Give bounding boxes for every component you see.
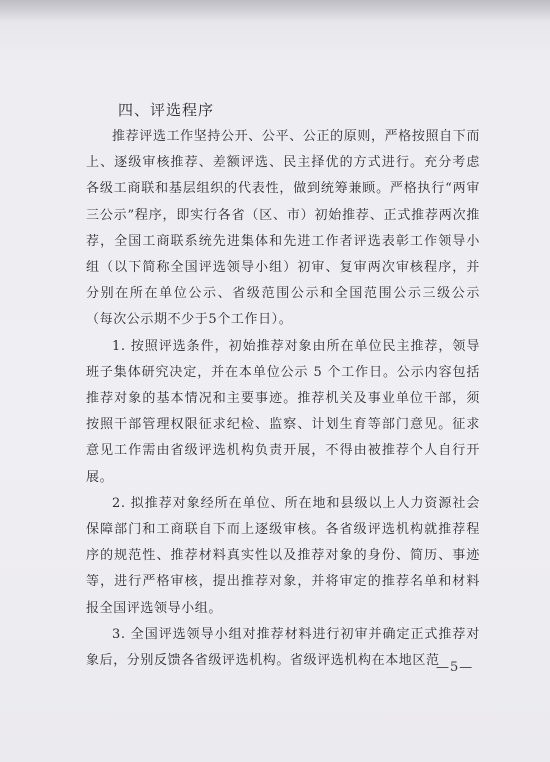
page-number: —5— bbox=[436, 660, 474, 675]
paragraph: 推荐评选工作坚持公开、公平、公正的原则，严格按照自下而上、逐级审核推荐、差额评选、民主择优的方式进行。充分考虑各级工商联和基层组织的代表性，做到统筹兼顾。严格执行“两审三公示”程序，即实行各省（区、市）初始推荐、正式推荐两次推荐，全国工商联系统先进集体和先进工作者评选表彰工作领导小组（以下简称全国评选领导小组）初审、复审两次审核程序，并分别在所在单位公示、省级范围公示和全国范围公示三级公示（每次公示期不少于5个工作日）。 bbox=[86, 129, 480, 328]
scan-shadow bbox=[0, 0, 550, 22]
paragraph: 1. 按照评选条件，初始推荐对象由所在单位民主推荐，领导班子集体研究决定，并在本单位公示 5 个工作日。公示内容包括推荐对象的基本情况和主要事迹。推荐机关及事业单位干部，须按照干部管理权限征求纪检、监察、计划生育等部门意见。征求意见工作需由省级评选机构负责开展，不得由被推荐个人自行开展。 bbox=[86, 338, 480, 485]
section-heading: 四、评选程序 bbox=[118, 101, 215, 119]
body-text bbox=[86, 124, 480, 674]
paragraph: 3. 全国评选领导小组对推荐材料进行初审并确定正式推荐对象后，分别反馈各省级评选机构。省级评选机构在本地区范 bbox=[86, 626, 480, 669]
paragraph: 2. 拟推荐对象经所在单位、所在地和县级以上人力资源社会保障部门和工商联自下而上逐级审核。各省级评选机构就推荐程序的规范性、推荐材料真实性以及推荐对象的身份、简历、事迹等，进行严格审核，提出推荐对象，并将审定的推荐名单和材料报全国评选领导小组。 bbox=[86, 495, 480, 616]
